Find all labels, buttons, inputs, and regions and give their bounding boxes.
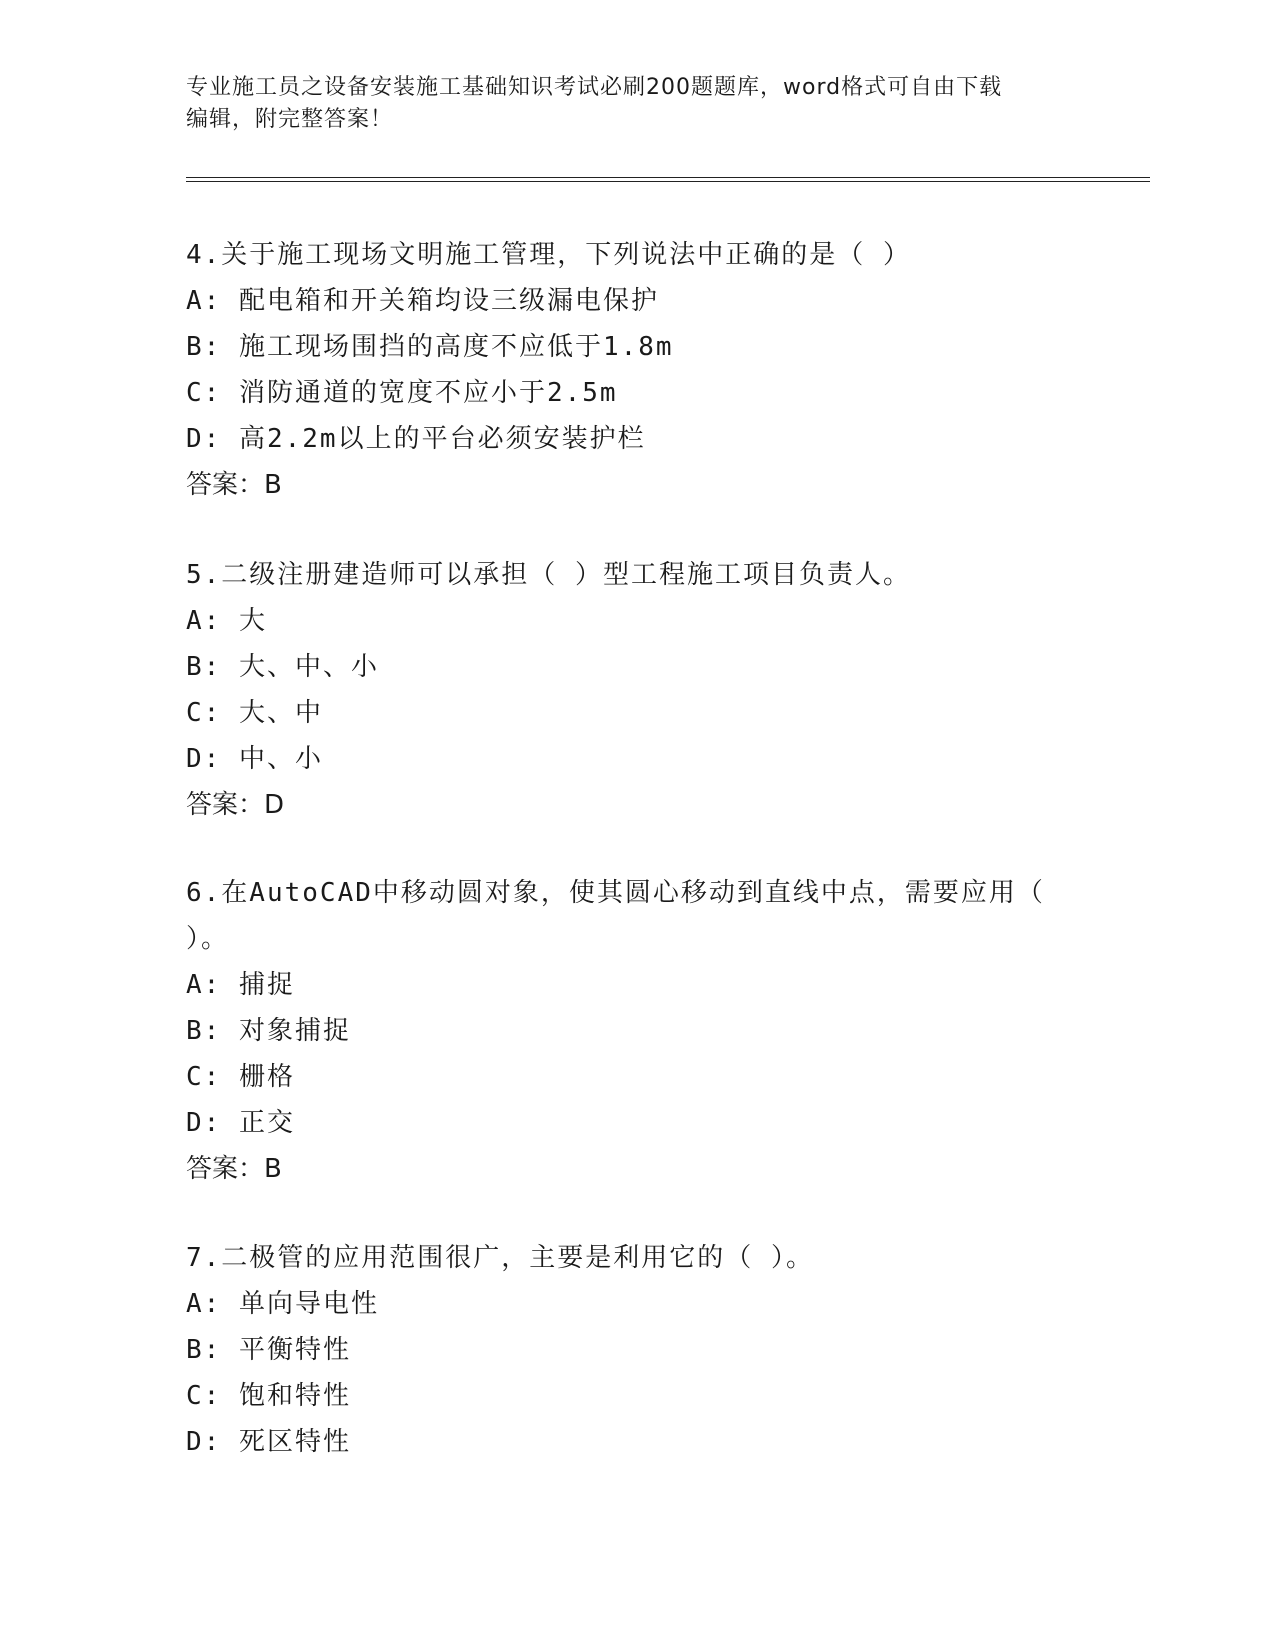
question-stem-line-2: ）。 xyxy=(186,924,230,954)
option-b: B: 平衡特性 xyxy=(186,1335,351,1365)
question-stem: 4.关于施工现场文明施工管理，下列说法中正确的是（ ） xyxy=(186,240,911,270)
question-6 xyxy=(186,870,1086,1192)
question-5 xyxy=(186,552,1086,828)
option-c: C: 大、中 xyxy=(186,698,323,728)
option-b: B: 施工现场围挡的高度不应低于1.8m xyxy=(186,332,674,362)
option-a: A: 配电箱和开关箱均设三级漏电保护 xyxy=(186,286,659,316)
question-7 xyxy=(186,1235,1086,1465)
option-b: B: 对象捕捉 xyxy=(186,1016,351,1046)
answer-line: 答案：B xyxy=(186,470,282,500)
option-a: A: 单向导电性 xyxy=(186,1289,379,1319)
answer-line: 答案：B xyxy=(186,1154,282,1184)
header-title-line-2: 编辑，附完整答案！ xyxy=(186,107,394,132)
option-c: C: 栅格 xyxy=(186,1062,295,1092)
option-a: A: 大 xyxy=(186,606,267,636)
question-stem-line-1: 6.在AutoCAD中移动圆对象，使其圆心移动到直线中点，需要应用（ xyxy=(186,878,1045,908)
option-b: B: 大、中、小 xyxy=(186,652,379,682)
option-d: D: 正交 xyxy=(186,1108,295,1138)
answer-line: 答案：D xyxy=(186,790,285,820)
question-4 xyxy=(186,232,1086,508)
option-d: D: 高2.2m以上的平台必须安装护栏 xyxy=(186,424,646,454)
option-a: A: 捕捉 xyxy=(186,970,295,1000)
header-divider-bottom xyxy=(186,181,1150,182)
option-c: C: 消防通道的宽度不应小于2.5m xyxy=(186,378,618,408)
option-c: C: 饱和特性 xyxy=(186,1381,351,1411)
option-d: D: 死区特性 xyxy=(186,1427,351,1457)
question-stem: 5.二级注册建造师可以承担（ ）型工程施工项目负责人。 xyxy=(186,560,911,590)
question-stem: 7.二极管的应用范围很广，主要是利用它的（ ）。 xyxy=(186,1243,814,1273)
header-divider-top xyxy=(186,177,1150,178)
document-header xyxy=(186,72,1066,136)
header-title-line-1: 专业施工员之设备安装施工基础知识考试必刷200题题库，word格式可自由下载 xyxy=(186,75,1003,100)
option-d: D: 中、小 xyxy=(186,744,323,774)
